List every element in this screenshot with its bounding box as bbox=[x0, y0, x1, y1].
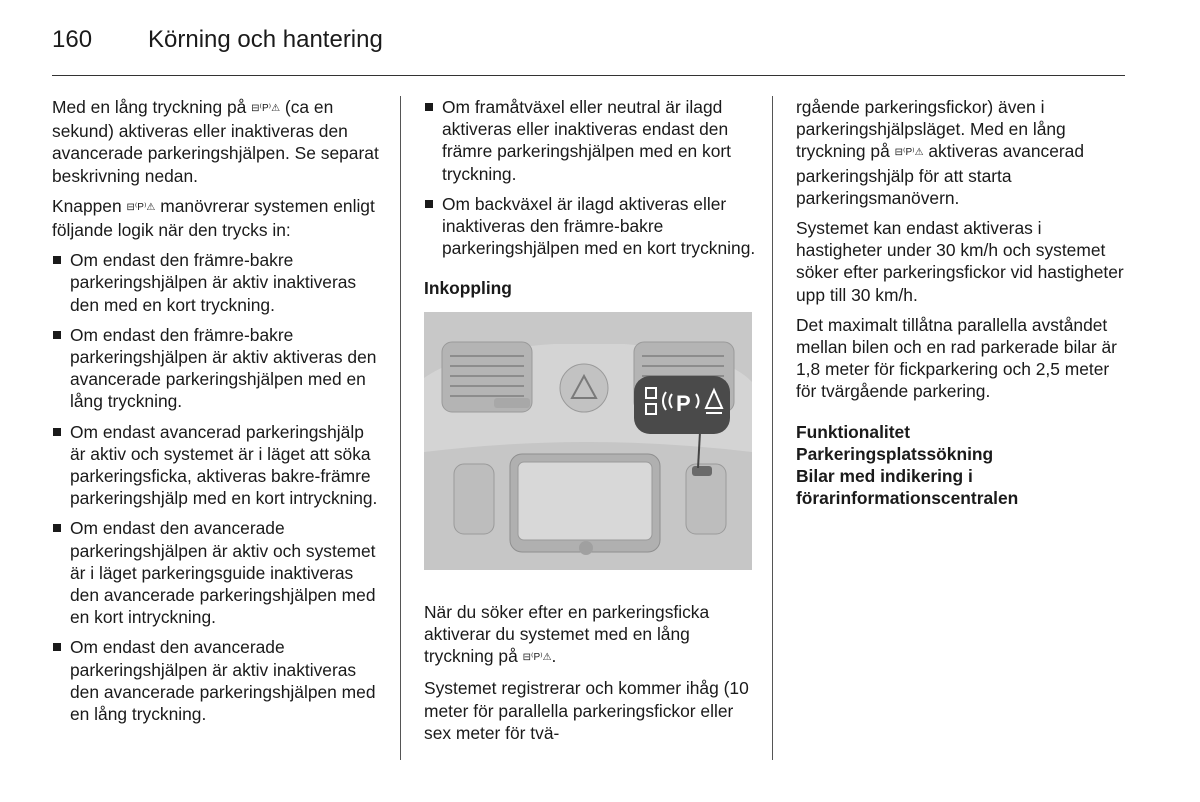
list-item: Om endast den avancerade parkeringshjälpen är aktiv inaktiveras den avancerade parkeringshjälpen med en lång tryckning. bbox=[52, 636, 382, 725]
list-item: Om backväxel är ilagd aktiveras eller inaktiveras den främre-bakre parkeringshjälpen med en kort tryckning. bbox=[424, 193, 756, 260]
paragraph-button-logic: Knappen ⊟⁽P⁾⚠ manövrerar systemen enligt följande logik när den trycks in: bbox=[52, 195, 375, 241]
column-1 bbox=[52, 96, 382, 733]
column-separator-2 bbox=[772, 96, 773, 760]
logic-list bbox=[52, 249, 382, 725]
paragraph-activate: När du söker efter en parkeringsficka aktiverar du systemet med en lång tryckning på ⊟⁽P⁾⚠. bbox=[424, 601, 710, 667]
chapter-title: Körning och hantering bbox=[148, 26, 383, 53]
svg-text:P: P bbox=[676, 390, 691, 416]
paragraph-continued: rgående parkeringsfickor) även i parkeringshjälpsläget. Med en lång tryckning på ⊟⁽P⁾⚠ aktiveras avancerad parkeringshjälp för att starta parkeringsmanövern. bbox=[796, 97, 1085, 208]
park-assist-icon: ⊟⁽P⁾⚠ bbox=[251, 103, 281, 114]
list-item: Om endast den avancerade parkeringshjälpen är aktiv och systemet är i läget parkeringsguide inaktiveras den avancerade parkeringshjälpen med en kort intryckning. bbox=[52, 517, 382, 628]
subheading-dic-cars: Bilar med indikering i förarinformationscentralen bbox=[796, 466, 1019, 509]
gear-list bbox=[424, 96, 756, 259]
list-item: Om endast den främre-bakre parkeringshjälpen är aktiv inaktiveras den med en kort tryckning. bbox=[52, 249, 382, 316]
park-assist-icon: ⊟⁽P⁾⚠ bbox=[522, 652, 552, 664]
list-item: Om endast den främre-bakre parkeringshjälpen är aktiv aktiveras den avancerade parkeringshjälpen med en lång tryckning. bbox=[52, 324, 382, 413]
paragraph-registers: Systemet registrerar och kommer ihåg (10 meter för parallella parkeringsfickor eller sex meter för tvä- bbox=[424, 678, 749, 743]
column-separator-1 bbox=[400, 96, 401, 760]
paragraph-distance: Det maximalt tillåtna parallella avståndet mellan bilen och en rad parkerade bilar är 1,8 meter för fickparkering och 2,5 meter för tvärgående parkering. bbox=[796, 314, 1117, 402]
page-header bbox=[52, 26, 383, 58]
list-item: Om endast avancerad parkeringshjälp är aktiv och systemet är i läget att söka parkeringsficka, aktiveras bakre-främre parkeringshjälp med en kort intryckning. bbox=[52, 421, 382, 510]
paragraph-long-press: Med en lång tryckning på ⊟⁽P⁾⚠ (ca en sekund) aktiveras eller inaktiveras den avancerade parkeringshjälpen. Se separat beskrivning nedan. bbox=[52, 97, 379, 186]
paragraph-speed: Systemet kan endast aktiveras i hastigheter under 30 km/h och systemet söker efter parkeringsfickor vid hastigheter upp till 30 km/h. bbox=[796, 218, 1124, 305]
column-2 bbox=[424, 96, 756, 752]
park-assist-icon: ⊟⁽P⁾⚠ bbox=[894, 147, 924, 159]
subheading-functionality: Funktionalitet bbox=[796, 421, 910, 442]
header-rule bbox=[52, 75, 1125, 76]
section-heading: Inkoppling bbox=[424, 278, 512, 299]
park-assist-icon: ⊟⁽P⁾⚠ bbox=[126, 201, 156, 213]
dashboard-illustration bbox=[424, 312, 752, 570]
page-number: 160 bbox=[52, 26, 93, 53]
list-item: Om framåtväxel eller neutral är ilagd aktiveras eller inaktiveras endast den främre parkeringshjälpen med en kort tryckning. bbox=[424, 96, 756, 185]
subheading-space-search: Parkeringsplatssökning bbox=[796, 443, 994, 464]
column-3 bbox=[796, 96, 1126, 509]
